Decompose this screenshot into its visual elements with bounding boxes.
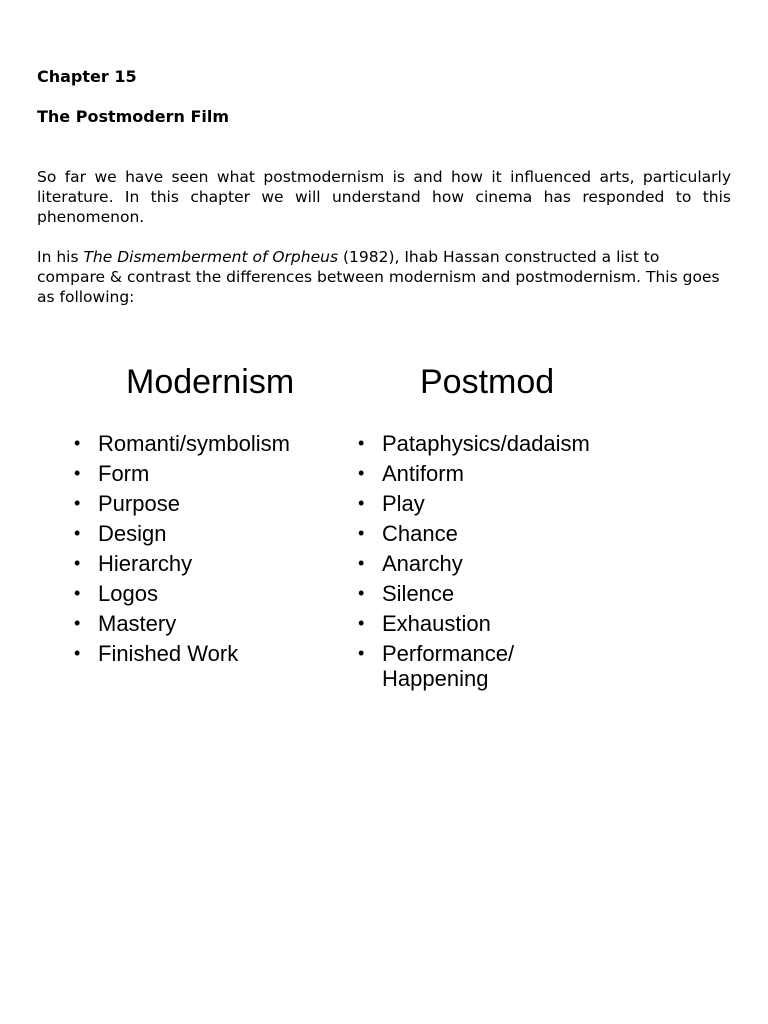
intro-paragraph: So far we have seen what postmodernism is and how it influenced arts, particularly literature. In this chapter we will understand how cinema has responded to this phenomenon.	[37, 168, 731, 226]
bullet-icon: •	[358, 433, 365, 453]
bullet-icon: •	[358, 553, 365, 573]
modernism-list	[74, 431, 344, 671]
bullet-icon: •	[358, 643, 365, 663]
paragraph-suffix: (1982), Ihab Hassan constructed a list to compare & contrast the differences between modernism and postmodernism. This goes as following:	[37, 248, 720, 306]
list-item: • Chance	[358, 521, 458, 546]
hassan-paragraph	[37, 247, 731, 307]
comparison-slide	[0, 355, 768, 715]
bullet-icon: •	[74, 433, 81, 453]
list-item: • Romanti/symbolism	[74, 431, 290, 456]
chapter-label: Chapter 15	[37, 67, 137, 86]
bullet-icon: •	[74, 523, 81, 543]
list-item: • Logos	[74, 581, 158, 606]
chapter-title: The Postmodern Film	[37, 107, 230, 126]
bullet-icon: •	[358, 523, 365, 543]
list-item: • Design	[74, 521, 167, 546]
list-item: • Anarchy	[358, 551, 463, 576]
list-item: • Form	[74, 461, 150, 486]
list-item: • Performance/ Happening	[358, 641, 515, 691]
bullet-icon: •	[74, 613, 81, 633]
bullet-icon: •	[74, 463, 81, 483]
bullet-icon: •	[358, 493, 365, 513]
list-item: • Mastery	[74, 611, 177, 636]
list-item: • Hierarchy	[74, 551, 193, 576]
list-item: • Play	[358, 491, 425, 516]
list-item: • Pataphysics/dadaism	[358, 431, 590, 456]
bullet-icon: •	[358, 583, 365, 603]
list-item: • Silence	[358, 581, 455, 606]
list-item: • Exhaustion	[358, 611, 491, 636]
modernism-heading: Modernism	[126, 363, 295, 401]
postmod-list	[358, 431, 658, 696]
book-title: The Dismemberment of Orpheus	[83, 248, 339, 266]
postmod-heading: Postmod	[420, 363, 555, 401]
paragraph-prefix: In his	[37, 248, 84, 266]
bullet-icon: •	[74, 553, 81, 573]
list-item: • Finished Work	[74, 641, 239, 666]
bullet-icon: •	[358, 463, 365, 483]
list-item: • Antiform	[358, 461, 464, 486]
list-item: • Purpose	[74, 491, 180, 516]
bullet-icon: •	[74, 493, 81, 513]
bullet-icon: •	[358, 613, 365, 633]
bullet-icon: •	[74, 643, 81, 663]
bullet-icon: •	[74, 583, 81, 603]
